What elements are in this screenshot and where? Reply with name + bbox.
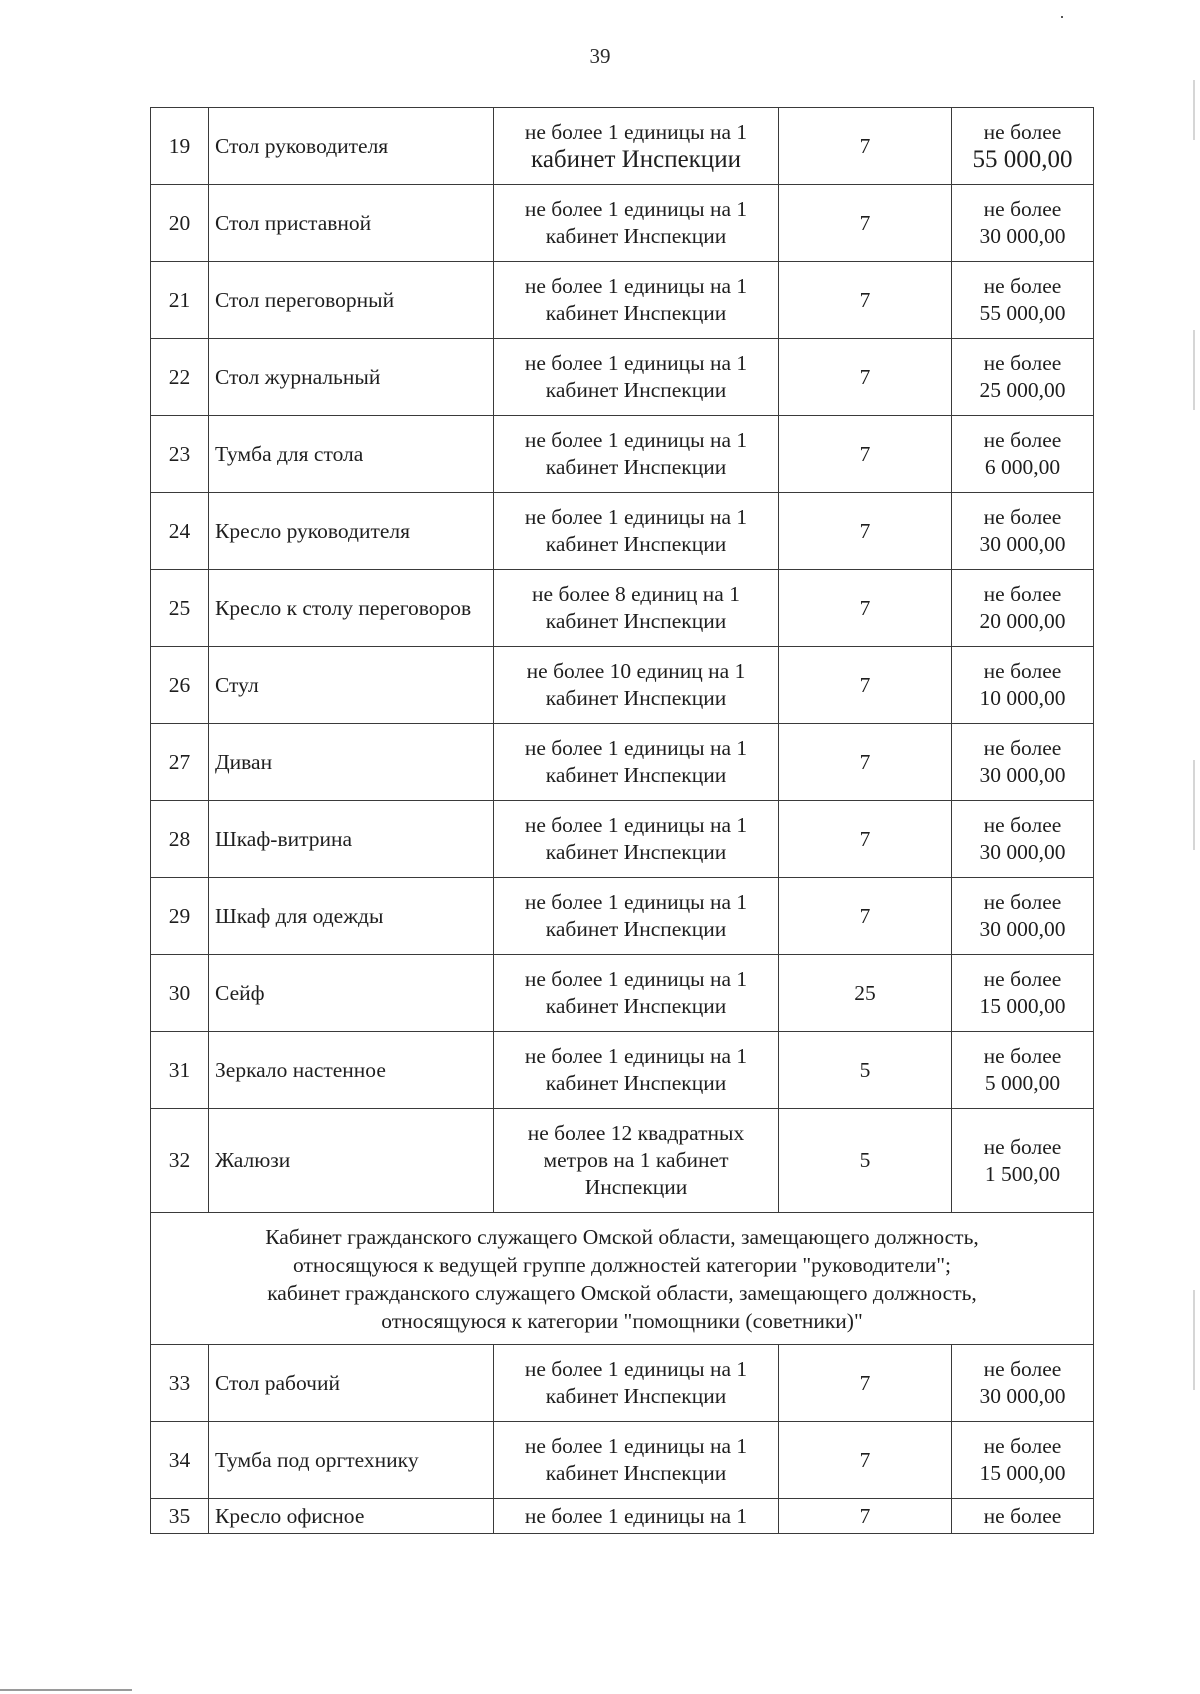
cell-line: не более 1 единицы на 1 (524, 120, 748, 144)
service-life: 7 (779, 801, 952, 878)
table-row (151, 339, 1094, 416)
cell-line: не более (983, 1503, 1062, 1528)
service-life: 25 (779, 955, 952, 1032)
max-price (952, 108, 1094, 185)
quantity-norm (494, 108, 779, 185)
cell-line: не более 1 единицы на 1 (524, 274, 748, 298)
table-row (151, 416, 1094, 493)
item-name: Шкаф для одежды (209, 878, 494, 955)
cell-line: не более (983, 582, 1062, 606)
cell-line: 30 000,00 (979, 1384, 1066, 1408)
cell-line: не более 1 единицы на 1 (524, 736, 748, 760)
item-name: Тумба под оргтехнику (209, 1422, 494, 1499)
table-row (151, 570, 1094, 647)
row-number: 34 (151, 1422, 209, 1499)
max-price (952, 724, 1094, 801)
service-life: 7 (779, 493, 952, 570)
cell-line: кабинет Инспекции (545, 378, 727, 402)
item-name: Зеркало настенное (209, 1032, 494, 1109)
row-number: 26 (151, 647, 209, 724)
cell-line: кабинет Инспекции (545, 917, 727, 941)
cell-line: не более 1 единицы на 1 (524, 1503, 748, 1528)
cell-line: не более 1 единицы на 1 (524, 1434, 748, 1458)
row-number: 20 (151, 185, 209, 262)
cell-line: не более (983, 351, 1062, 375)
cell-line: не более 1 единицы на 1 (524, 351, 748, 375)
page-number: 39 (589, 44, 611, 68)
cell-line: не более 1 единицы на 1 (524, 1357, 748, 1381)
max-price (952, 1345, 1094, 1422)
cell-line: кабинет гражданского служащего Омской области, замещающего должность, (267, 1280, 977, 1305)
row-number: 33 (151, 1345, 209, 1422)
cell-line: 20 000,00 (979, 609, 1066, 633)
max-price (952, 262, 1094, 339)
cell-line: кабинет Инспекции (545, 763, 727, 787)
cell-line: кабинет Инспекции (545, 224, 727, 248)
row-number: 23 (151, 416, 209, 493)
service-life: 7 (779, 1345, 952, 1422)
cell-line: не более 1 единицы на 1 (524, 197, 748, 221)
item-name: Сейф (209, 955, 494, 1032)
cell-line: Инспекции (584, 1175, 688, 1199)
scan-edge-mark (1193, 80, 1195, 140)
quantity-norm (494, 262, 779, 339)
service-life: 7 (779, 339, 952, 416)
cell-line: 15 000,00 (979, 994, 1066, 1018)
service-life: 7 (779, 1422, 952, 1499)
cell-line: кабинет Инспекции (545, 1071, 727, 1095)
cell-line: не более 8 единиц на 1 (532, 582, 740, 606)
cell-line: не более (983, 428, 1062, 452)
cell-line: не более (983, 1357, 1062, 1381)
table-row (151, 108, 1094, 185)
scan-edge-mark (1193, 330, 1195, 410)
row-number: 32 (151, 1109, 209, 1213)
cell-line: 1 500,00 (984, 1161, 1061, 1186)
cell-line: кабинет Инспекции (545, 840, 727, 864)
cell-line: 30 000,00 (979, 840, 1066, 864)
cell-line: кабинет Инспекции (545, 301, 727, 325)
item-name: Шкаф-витрина (209, 801, 494, 878)
cell-line: не более (983, 1134, 1062, 1159)
row-number: 29 (151, 878, 209, 955)
quantity-norm (494, 878, 779, 955)
quantity-norm (494, 1109, 779, 1213)
max-price (952, 416, 1094, 493)
service-life: 7 (779, 416, 952, 493)
row-number: 27 (151, 724, 209, 801)
table-row (151, 724, 1094, 801)
table-row (151, 185, 1094, 262)
max-price (952, 955, 1094, 1032)
cell-line: метров на 1 кабинет (543, 1148, 729, 1172)
item-name: Стол рабочий (209, 1345, 494, 1422)
service-life: 7 (779, 262, 952, 339)
max-price (952, 1032, 1094, 1109)
cell-line: не более (983, 736, 1062, 760)
max-price (952, 1499, 1094, 1534)
scan-edge-mark (1193, 760, 1195, 850)
cell-line: 15 000,00 (979, 1461, 1066, 1485)
table-row (151, 878, 1094, 955)
quantity-norm (494, 1345, 779, 1422)
cell-line: кабинет Инспекции (545, 994, 727, 1018)
quantity-norm (494, 955, 779, 1032)
cell-line: не более 1 единицы на 1 (524, 890, 748, 914)
service-life: 7 (779, 647, 952, 724)
item-name: Стол журнальный (209, 339, 494, 416)
cell-line: не более 1 единицы на 1 (524, 813, 748, 837)
service-life: 7 (779, 878, 952, 955)
table-body (151, 108, 1094, 1534)
cell-line: 5 000,00 (984, 1071, 1061, 1095)
cell-line: относящуюся к ведущей группе должностей категории "руководители"; (293, 1252, 951, 1277)
row-number: 30 (151, 955, 209, 1032)
max-price (952, 1422, 1094, 1499)
quantity-norm (494, 570, 779, 647)
quantity-norm (494, 493, 779, 570)
row-number: 22 (151, 339, 209, 416)
cell-line: 6 000,00 (984, 455, 1061, 479)
table-row (151, 1499, 1094, 1534)
service-life: 7 (779, 1499, 952, 1534)
quantity-norm (494, 724, 779, 801)
cell-line: не более 1 единицы на 1 (524, 967, 748, 991)
cell-line: 55 000,00 (972, 146, 1073, 173)
row-number: 35 (151, 1499, 209, 1534)
item-name: Кресло офисное (209, 1499, 494, 1534)
cell-line: 25 000,00 (979, 378, 1066, 402)
cell-line: не более 1 единицы на 1 (524, 505, 748, 529)
table-row (151, 262, 1094, 339)
table-row (151, 1345, 1094, 1422)
quantity-norm (494, 339, 779, 416)
table-row (151, 801, 1094, 878)
cell-line: не более (983, 890, 1062, 914)
cell-line: 30 000,00 (979, 532, 1066, 556)
cell-line: не более (983, 120, 1062, 144)
service-life: 5 (779, 1109, 952, 1213)
table-row (151, 1032, 1094, 1109)
item-name: Стол переговорный (209, 262, 494, 339)
row-number: 31 (151, 1032, 209, 1109)
max-price (952, 647, 1094, 724)
quantity-norm (494, 1422, 779, 1499)
row-number: 21 (151, 262, 209, 339)
cell-line: не более 12 квадратных (527, 1121, 745, 1145)
cell-line: не более 1 единицы на 1 (524, 428, 748, 452)
quantity-norm (494, 185, 779, 262)
scan-dot (1061, 16, 1063, 18)
quantity-norm (494, 1032, 779, 1109)
cell-line: 30 000,00 (979, 763, 1066, 787)
cell-line: не более (983, 659, 1062, 683)
service-life: 7 (779, 570, 952, 647)
row-number: 19 (151, 108, 209, 185)
quantity-norm (494, 647, 779, 724)
cell-line: кабинет Инспекции (545, 532, 727, 556)
item-name: Стул (209, 647, 494, 724)
cell-line: кабинет Инспекции (545, 1384, 727, 1408)
service-life: 7 (779, 108, 952, 185)
cell-line: 10 000,00 (979, 686, 1066, 710)
row-number: 24 (151, 493, 209, 570)
furniture-norms-table (150, 107, 1094, 1534)
cell-line: не более 10 единиц на 1 (526, 659, 746, 683)
item-name: Кресло к столу переговоров (209, 570, 494, 647)
table-row (151, 493, 1094, 570)
item-name: Кресло руководителя (209, 493, 494, 570)
max-price (952, 801, 1094, 878)
cell-line: не более (983, 1434, 1062, 1458)
service-life: 5 (779, 1032, 952, 1109)
cell-line: не более (983, 197, 1062, 221)
cell-line: относящуюся к категории "помощники (советники)" (381, 1308, 863, 1333)
cell-line: кабинет Инспекции (531, 146, 741, 173)
cell-line: не более (983, 274, 1062, 298)
max-price (952, 185, 1094, 262)
section-heading-row (151, 1213, 1094, 1345)
max-price (952, 878, 1094, 955)
cell-line: кабинет Инспекции (545, 455, 727, 479)
cell-line: кабинет Инспекции (545, 686, 727, 710)
cell-line: кабинет Инспекции (545, 609, 727, 633)
row-number: 28 (151, 801, 209, 878)
max-price (952, 493, 1094, 570)
table-row (151, 1422, 1094, 1499)
cell-line: не более (983, 1044, 1062, 1068)
item-name: Жалюзи (209, 1109, 494, 1213)
max-price (952, 339, 1094, 416)
quantity-norm (494, 1499, 779, 1534)
service-life: 7 (779, 724, 952, 801)
max-price (952, 1109, 1094, 1213)
max-price (952, 570, 1094, 647)
cell-line: не более 1 единицы на 1 (524, 1044, 748, 1068)
item-name: Диван (209, 724, 494, 801)
cell-line: не более (983, 813, 1062, 837)
cell-line: не более (983, 967, 1062, 991)
row-number: 25 (151, 570, 209, 647)
table-row (151, 1109, 1094, 1213)
cell-line: 30 000,00 (979, 917, 1066, 941)
scan-footer-line (0, 1689, 132, 1691)
quantity-norm (494, 416, 779, 493)
item-name: Стол приставной (209, 185, 494, 262)
table-row (151, 955, 1094, 1032)
service-life: 7 (779, 185, 952, 262)
quantity-norm (494, 801, 779, 878)
scan-edge-mark (1193, 1290, 1195, 1390)
cell-line: 30 000,00 (979, 224, 1066, 248)
cell-line: кабинет Инспекции (545, 1461, 727, 1485)
section-heading (151, 1213, 1094, 1345)
item-name: Стол руководителя (209, 108, 494, 185)
cell-line: Кабинет гражданского служащего Омской области, замещающего должность, (265, 1224, 979, 1249)
item-name: Тумба для стола (209, 416, 494, 493)
table-row (151, 647, 1094, 724)
cell-line: 55 000,00 (979, 301, 1066, 325)
cell-line: не более (983, 505, 1062, 529)
